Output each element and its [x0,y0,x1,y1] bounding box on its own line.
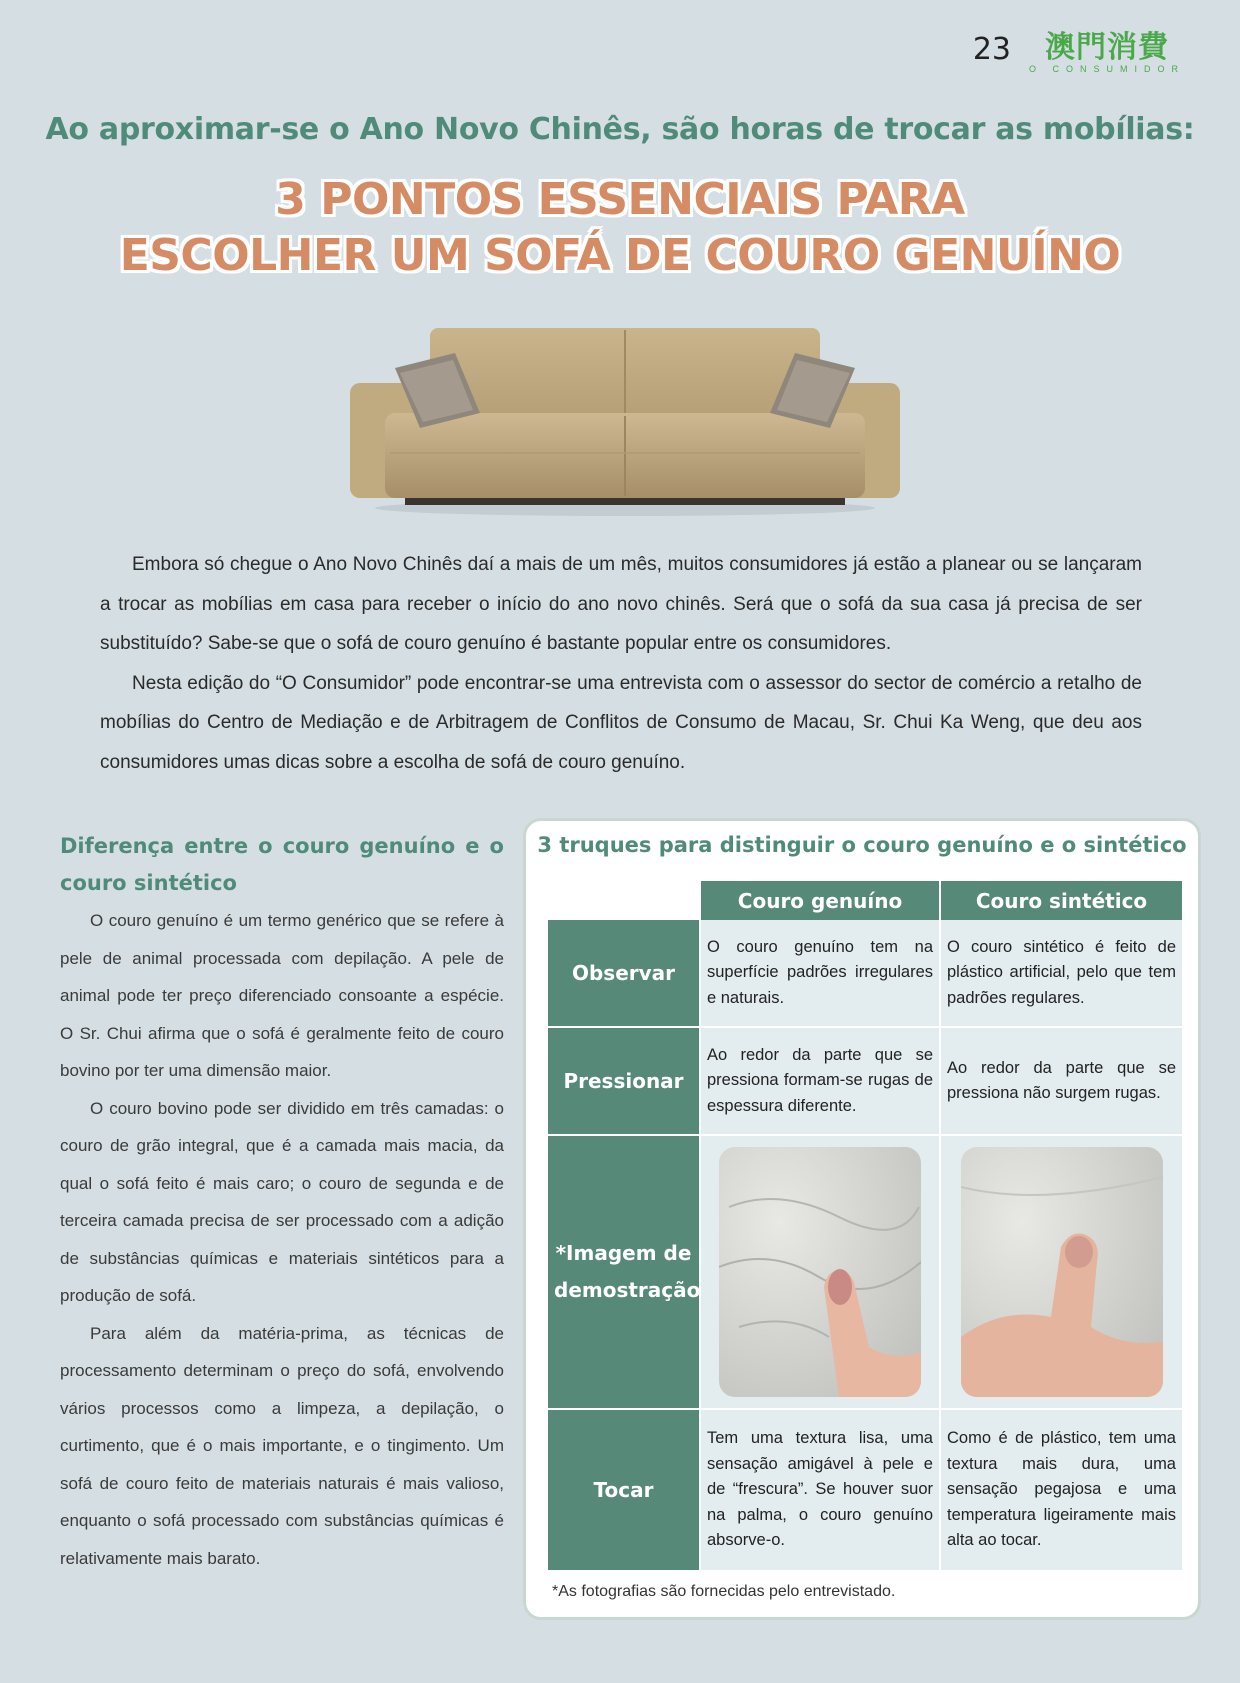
article-intro [100,545,1142,782]
table-row [548,1135,1182,1409]
intro-paragraph: Embora só chegue o Ano Novo Chinês daí a mais de um mês, muitos consumidores já estão a planear ou se lançaram a trocar as mobílias em casa para receber o início do ano novo chinês. Será que o sofá da sua casa já precisa de ser substituído? Sabe-se que o sofá de couro genuíno é bastante popular entre os consumidores. [100,554,1142,654]
column-header-genuine: Couro genuíno [700,881,940,920]
comparison-table [548,881,1182,1572]
section-heading: Diferença entre o couro genuíno e o couro sintético [60,834,504,895]
photo-footnote: *As fotografias são fornecidas pelo entrevistado. [552,1583,896,1600]
body-paragraph: O couro genuíno é um termo genérico que se refere à pele de animal processada com depilação. A pele de animal pode ter preço diferenciado consoante a espécie. O Sr. Chui afirma que o sofá é geralmente feito de couro bovino por ter uma dimensão maior. [60,911,504,1080]
row-label-imagem: *Imagem de demostração [548,1135,700,1409]
logo-chinese-text: 澳門消費 [1045,30,1169,65]
article-headline [0,172,1240,284]
headline-line-2: ESCOLHER UM SOFÁ DE COURO GENUÍNO [119,230,1121,281]
column-header-synthetic: Couro sintético [940,881,1182,920]
row-label-tocar: Tocar [548,1409,700,1571]
table-header-empty [548,881,700,920]
genuine-leather-photo [719,1147,921,1397]
cell-synthetic: Como é de plástico, tem uma textura mais dura, uma sensação pegajosa e uma temperatura ligeiramente mais alta ao tocar. [940,1409,1182,1571]
sofa-image [345,318,905,518]
cell-genuine: O couro genuíno tem na superfície padrões irregulares e naturais. [700,920,940,1027]
row-label-pressionar: Pressionar [548,1027,700,1135]
cell-genuine-photo [700,1135,940,1409]
cell-synthetic: O couro sintético é feito de plástico artificial, pelo que tem padrões regulares. [940,920,1182,1027]
left-column [60,828,504,1577]
table-header-row [548,881,1182,920]
cell-synthetic-photo [940,1135,1182,1409]
table-row [548,1027,1182,1135]
article-kicker: Ao aproximar-se o Ano Novo Chinês, são horas de trocar as mobílias: [45,112,1195,147]
comparison-box [523,818,1201,1620]
table-row [548,1409,1182,1571]
row-label-observar: Observar [548,920,700,1027]
intro-paragraph: Nesta edição do “O Consumidor” pode encontrar-se uma entrevista com o assessor do sector de comércio a retalho de mobílias do Centro de Mediação e de Arbitragem de Conflitos de Consumo de Macau, Sr. Chui Ka Weng, que deu aos consumidores umas dicas sobre a escolha de sofá de couro genuíno. [100,672,1142,773]
consumer-logo [1029,30,1185,74]
cell-genuine: Ao redor da parte que se pressiona formam-se rugas de espessura diferente. [700,1027,940,1135]
table-row [548,920,1182,1027]
logo-english-text: O CONSUMIDOR [1029,64,1185,74]
page-header [973,30,1185,74]
body-paragraph: Para além da matéria-prima, as técnicas de processamento determinam o preço do sofá, envolvendo vários processos como a limpeza, a depilação, o curtimento, que é o mais importante, e o tingimento. Um sofá de couro feito de materiais naturais é mais valioso, enquanto o sofá processado com substâncias químicas é relativamente mais barato. [60,1323,504,1568]
cell-synthetic: Ao redor da parte que se pressiona não surgem rugas. [940,1027,1182,1135]
page-number: 23 [972,32,1011,67]
headline-line-1: 3 PONTOS ESSENCIAIS PARA [275,174,965,225]
cell-genuine: Tem uma textura lisa, uma sensação amigável à pele e de “frescura”. Se houver suor na palma, o couro genuíno absorve-o. [700,1409,940,1571]
body-paragraph: O couro bovino pode ser dividido em três camadas: o couro de grão integral, que é a camada mais macia, da qual o sofá feito é mais caro; o couro de segunda e de terceira camada precisa de ser processado com a adição de substâncias químicas e materiais sintéticos para a produção de sofá. [60,1098,504,1305]
comparison-title: 3 truques para distinguir o couro genuíno e o sintético [537,833,1187,857]
synthetic-leather-photo [961,1147,1163,1397]
